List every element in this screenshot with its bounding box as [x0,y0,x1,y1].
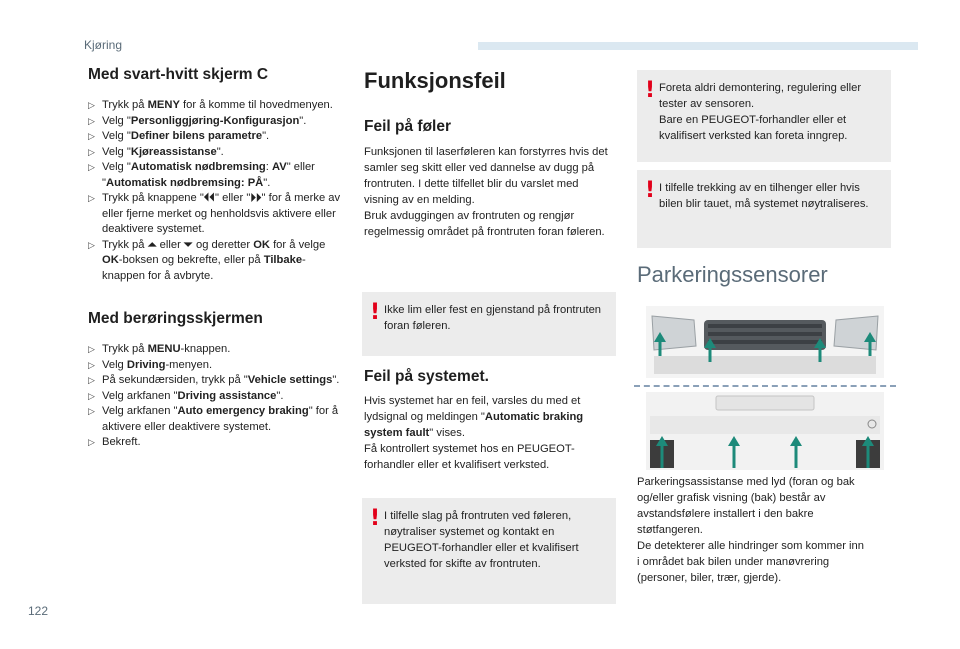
malfunction-title: Funksjonsfeil [364,68,506,93]
arrow-bullet-icon: ▷ [88,193,95,203]
list-item: ▷ Trykk på knappene "⏴⏴" eller "⏵⏵" for å merke av eller fjerne merket og henholdsvis aktivere eller deaktivere systemet. [88,192,341,235]
note-box-3 [637,70,891,162]
rear-bumper-illustration [646,392,884,470]
note-text-4: I tilfelle trekking av en tilhenger eller hvis bilen blir tauet, må systemet nøytraliseres. [659,182,869,210]
list-item: ▷ Trykk på ⏶ eller ⏷ og deretter OK for å velge OK-boksen og bekrefte, eller på Tilbake-knappen for å avbryte. [88,238,326,282]
front-bumper-illustration [646,306,884,378]
list-item: ▷ Trykk på MENU-knappen. [88,342,346,358]
section-title-touchscreen: Med berøringsskjermen [88,310,263,327]
list-item: ▷ Velg Driving-menyen. [88,358,346,374]
steps-list-touch [88,342,346,451]
sensor-fault-text: Funksjonen til laserføleren kan forstyrres hvis det samler seg skitt eller ved dannelse av dugg på frontruten. I dette tilfellet blir du varslet med visning av en melding. Bruk avduggingen av frontruten og rengjør regelmessig området på frontruten foran føleren. [364,146,608,238]
arrow-bullet-icon: ▷ [88,359,95,370]
arrow-bullet-icon: ▷ [88,131,95,141]
warning-icon: ! [645,78,656,103]
divider-dashed [634,385,896,387]
list-item: ▷ Velg arkfanen "Driving assistance". [88,389,346,405]
list-item: ▷ Velg "Kjøreassistanse". [88,145,346,161]
note-box-4 [637,170,891,248]
note-text-1: Ikke lim eller fest en gjenstand på frontruten foran føleren. [384,304,602,332]
list-item: ▷ På sekundærsiden, trykk på "Vehicle settings". [88,373,346,389]
system-fault-text: Hvis systemet har en feil, varsles du med et lydsignal og meldingen "Automatic braking system fault" vises. Få kontrollert systemet hos en PEUGEOT-forhandler eller et kvalifisert verksted. [364,395,584,471]
steps-list-mono [88,98,346,284]
list-item: ▷ Trykk på MENY for å komme til hovedmenyen. [88,98,346,114]
note-text-2: I tilfelle slag på frontruten ved føleren, nøytraliser systemet og kontakt en PEUGEOT-forhandler eller et kvalifisert verksted for skifte av frontruten. [384,510,579,570]
list-item: ▷ Velg "Definer bilens parametre". [88,129,346,145]
system-fault-title: Feil på systemet. [364,368,489,385]
list-item: ▷ Velg "Personliggjøring-Konfigurasjon". [88,114,346,130]
page-number: 122 [28,604,49,618]
note-box-1 [362,292,616,356]
parking-sensors-title: Parkeringssensorer [637,262,828,287]
list-item: ▷ Velg "Automatisk nødbremsing: AV" eller "Automatisk nødbremsing: PÅ". [88,161,315,189]
list-item: ▷ Bekreft. [88,435,346,451]
header-section-label: Kjøring [84,38,123,52]
arrow-bullet-icon: ▷ [88,162,95,172]
arrow-bullet-icon: ▷ [88,239,95,250]
arrow-bullet-icon: ▷ [88,100,95,110]
section-title-mono-screen: Med svart-hvitt skjerm C [88,66,269,83]
header-bar [478,42,918,50]
warning-icon: ! [370,506,381,531]
note-text-3: Foreta aldri demontering, regulering eller tester av sensoren. Bare en PEUGEOT-forhandler eller et kvalifisert verksted kan foreta inngrep. [659,82,862,142]
arrow-bullet-icon: ▷ [88,115,95,126]
parking-sensors-text: Parkeringsassistanse med lyd (foran og bak og/eller grafisk visning (bak) består av avstandsfølere installert i den bakre støtfangeren. De detekterer alle hindringer som kommer inn i området bak bilen under manøvrering (personer, biler, trær, gjerde). [637,476,864,584]
arrow-bullet-icon: ▷ [88,437,95,447]
list-item: ▷ Velg arkfanen "Auto emergency braking" for å aktivere eller deaktivere systemet. [88,405,339,433]
arrow-bullet-icon: ▷ [88,406,95,416]
arrow-bullet-icon: ▷ [88,344,95,354]
arrow-bullet-icon: ▷ [88,146,95,157]
warning-icon: ! [645,178,656,203]
note-box-2 [362,498,616,604]
sensor-fault-title: Feil på føler [364,118,451,135]
column-1 [88,66,346,451]
arrow-bullet-icon: ▷ [88,375,95,385]
warning-icon: ! [370,300,381,325]
arrow-bullet-icon: ▷ [88,390,95,401]
